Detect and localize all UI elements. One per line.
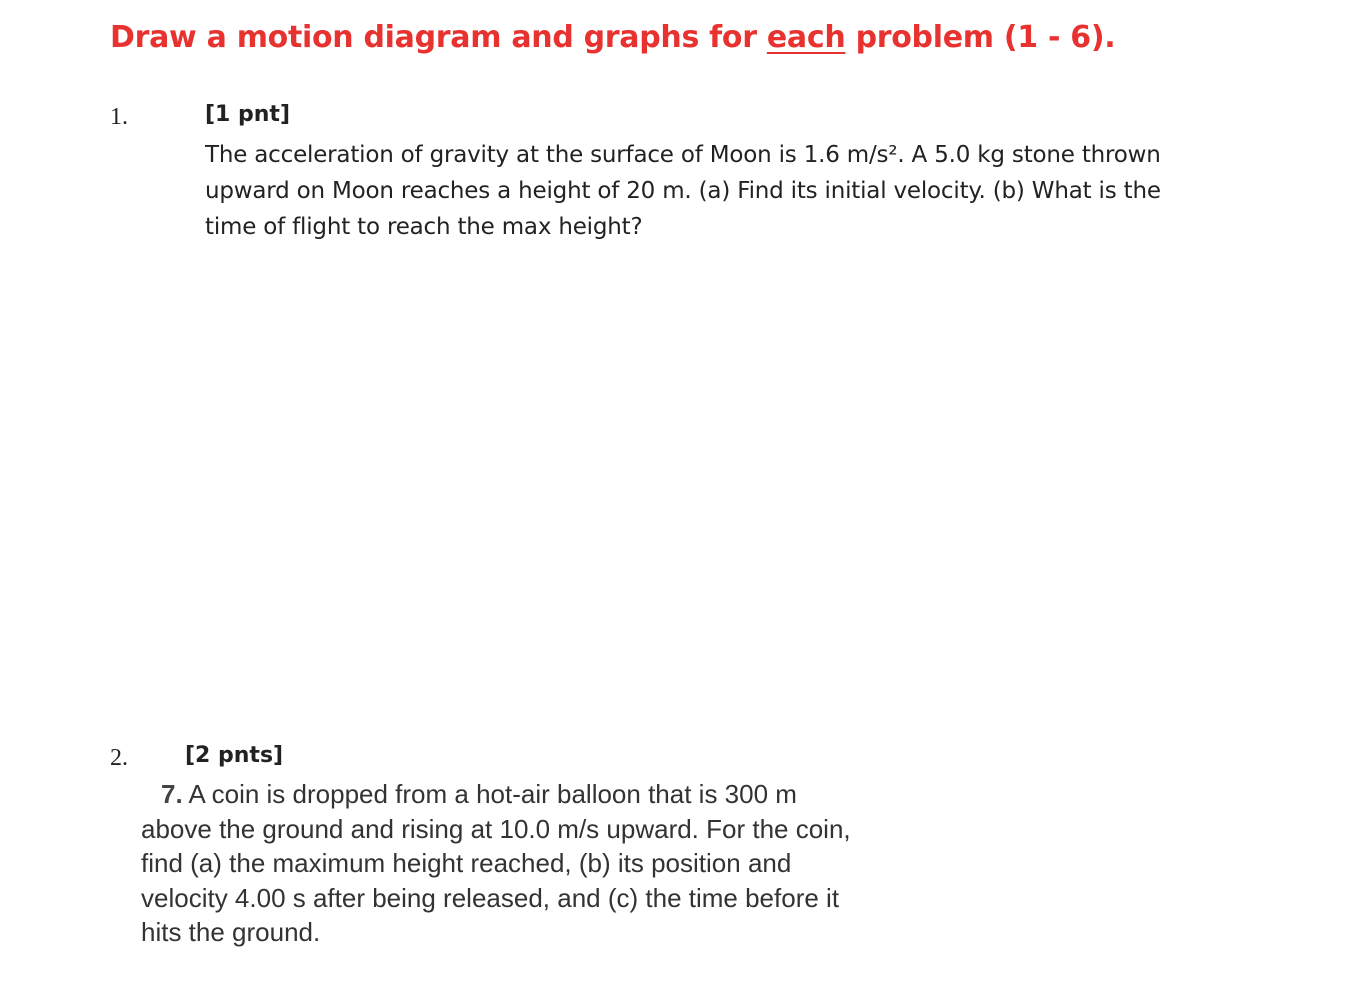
problem-2-line-text: A coin is dropped from a hot-air balloon that is 300 m: [182, 779, 797, 809]
problem-2-mark: 7.: [161, 779, 183, 809]
problem-1-points: [1 pnt]: [205, 102, 291, 127]
problem-2-line: find (a) the maximum height reached, (b) its position and: [141, 848, 792, 878]
problem-2-line: [141, 777, 851, 812]
problem-2-line: velocity 4.00 s after being released, and (c) the time before it: [141, 882, 840, 913]
problem-2-text: [141, 777, 851, 950]
problem-1-number: 1.: [110, 104, 128, 130]
problem-2-line: above the ground and rising at 10.0 m/s upward. For the coin,: [141, 813, 851, 844]
problem-1-line: time of flight to reach the max height?: [205, 214, 643, 240]
title-suffix: problem (1 - 6).: [845, 20, 1116, 55]
problem-1-line: The acceleration of gravity at the surface of Moon is 1.6 m/s². A 5.0 kg stone thrown: [205, 142, 1161, 168]
problem-2-number: 2.: [110, 745, 128, 771]
title-prefix: Draw a motion diagram and graphs for: [110, 20, 767, 55]
problem-1-text: [205, 137, 1235, 245]
problem-2-line: hits the ground.: [141, 917, 321, 947]
page-title: [110, 20, 1115, 55]
problem-1-line: upward on Moon reaches a height of 20 m. (a) Find its initial velocity. (b) What is the: [205, 178, 1161, 204]
title-emphasis: each: [766, 20, 846, 55]
problem-2-points: [2 pnts]: [185, 743, 284, 768]
